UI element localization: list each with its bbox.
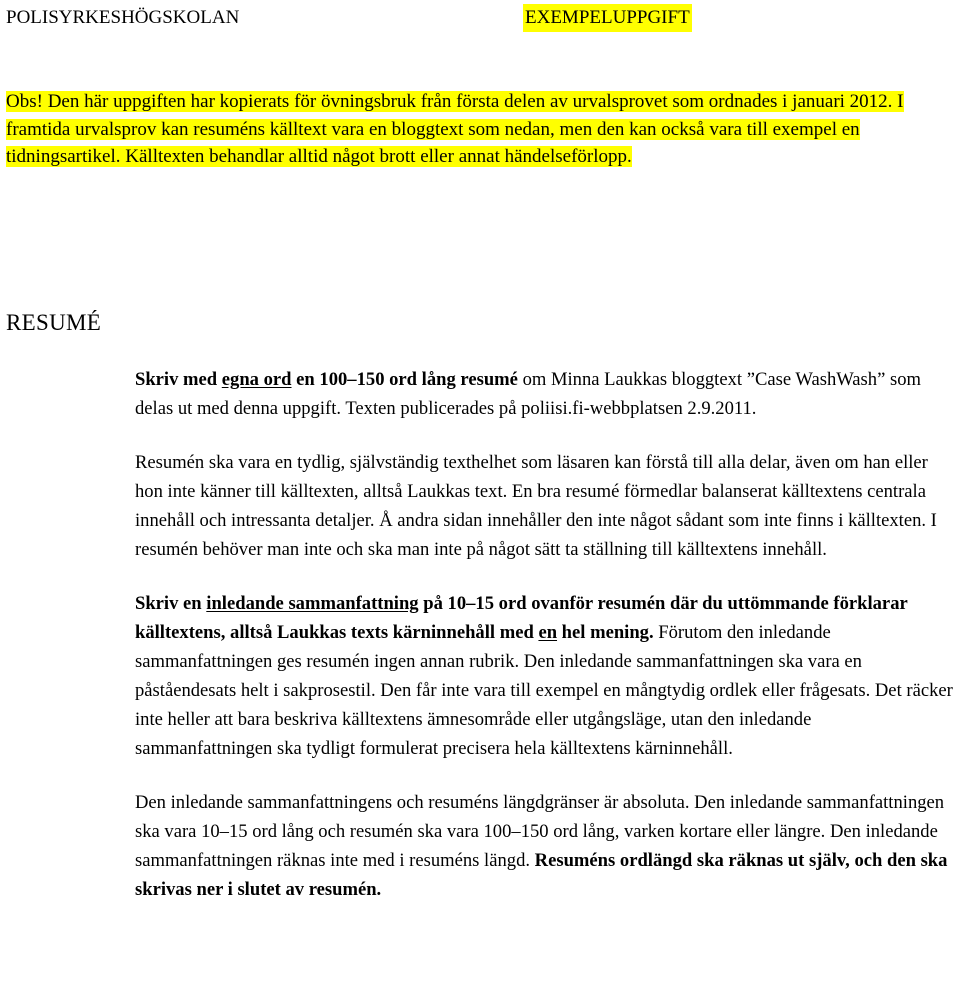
bold-text: hel mening. xyxy=(557,622,654,643)
underlined-bold-text: inledande sammanfattning xyxy=(206,593,419,614)
example-task-label: EXEMPELUPPGIFT xyxy=(523,4,692,32)
school-name: POLISYRKESHÖGSKOLAN xyxy=(6,7,240,28)
instruction-paragraph-2: Resumén ska vara en tydlig, självständig texthelhet som läsaren kan förstå till alla delar, även om han eller hon inte känner till källtexten, alltså Laukkas text. En bra resumé förmedlar balanserat källtextens centrala innehåll och intressanta detaljer. Å andra sidan innehåller den inte något sådant som inte finns i källtexten. I resumén behöver man inte och ska man inte på något sätt ta ställning till källtextens innehåll. xyxy=(135,452,937,560)
plain-text: om Minna Laukkas bloggtext ”Case WashWash” som delas ut med denna uppgift. Texten publicerades på poliisi.fi-webbplatsen 2.9.2011. xyxy=(135,369,921,419)
instruction-paragraph-4 xyxy=(135,788,953,904)
notice-paragraph xyxy=(6,88,956,171)
notice-text: Obs! Den här uppgiften har kopierats för övningsbruk från första delen av urvalsprovet som ordnades i januari 2012. I framtida urvalsprov kan resuméns källtext vara en bloggtext som nedan, men den kan också vara till exempel en tidningsartikel. Källtexten behandlar alltid något brott eller annat händelseförlopp. xyxy=(6,91,904,167)
bold-text: på 10–15 ord ovanför resumén där du uttömmande förklarar källtextens, alltså Laukkas texts kärninnehåll med xyxy=(135,593,908,643)
instruction-paragraph-3 xyxy=(135,589,953,763)
instruction-paragraph-1 xyxy=(135,365,953,423)
plain-text: Förutom den inledande sammanfattningen ges resumén ingen annan rubrik. Den inledande sammanfattningen ska vara en påståendesats helt i sakprosestil. Den får inte vara till exempel en mångtydig ordlek eller frågesats. Det räcker inte heller att bara beskriva källtextens ämnesområde eller utgångsläge, utan den inledande sammanfattningen ska tydligt formulerat precisera hela källtextens kärninnehåll. xyxy=(135,622,953,759)
bold-text: en 100–150 ord lång resumé xyxy=(291,369,518,390)
section-heading: RESUMÉ xyxy=(6,310,102,335)
plain-text: Den inledande sammanfattningens och resuméns längdgränser är absoluta. Den inledande sammanfattningen ska vara 10–15 ord lång och resumén ska vara 100–150 ord lång, varken kortare eller längre. Den inledande sammanfattningen räknas inte med i resuméns längd. xyxy=(135,792,945,871)
bold-text: Skriv en xyxy=(135,593,207,614)
underlined-bold-text: egna ord xyxy=(221,369,292,390)
bold-text: Resuméns ordlängd ska räknas ut själv, och den ska skrivas ner i slutet av resumén. xyxy=(135,850,948,900)
underlined-bold-text: en xyxy=(538,622,558,643)
page-header xyxy=(6,4,946,34)
instructions-body xyxy=(135,365,953,929)
bold-text: Skriv med xyxy=(135,369,222,390)
